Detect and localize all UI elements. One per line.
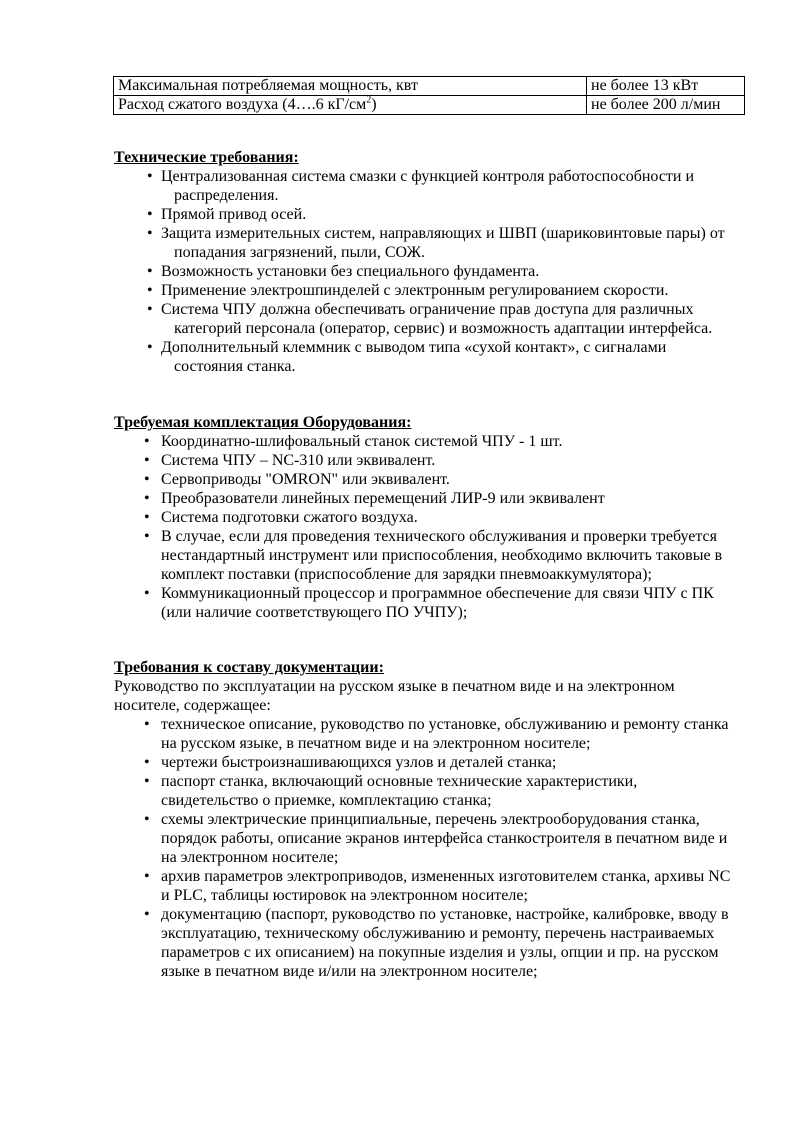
item-line: попадания загрязнений, пыли, СОЖ. (174, 244, 425, 261)
item-line: на электронном носителе; (161, 849, 339, 866)
technical-section (114, 148, 725, 376)
bullet-icon: • (147, 206, 153, 223)
item-line: схемы электрические принципиальные, перечень электрооборудования станка, (161, 811, 700, 828)
bullet-icon: • (144, 528, 150, 545)
list-item (114, 470, 722, 489)
param-cell (114, 96, 587, 115)
item-line: Система подготовки сжатого воздуха. (161, 509, 418, 526)
list-item (114, 753, 730, 772)
list-item (114, 584, 722, 622)
table-row (114, 77, 745, 96)
item-line: Координатно-шлифовальный станок системой ЧПУ - 1 шт. (161, 433, 563, 450)
list-item (114, 224, 725, 262)
item-line: Сервоприводы "OMRON" или эквивалент. (161, 471, 450, 488)
bullet-icon: • (147, 263, 153, 280)
item-line: Система ЧПУ – NC-310 или эквивалент. (161, 452, 436, 469)
list-item (114, 527, 722, 584)
item-line: состояния станка. (174, 358, 296, 375)
item-line: свидетельство о приемке, комплектацию станка; (161, 792, 492, 809)
item-line: архив параметров электроприводов, измененных изготовителем станка, архивы NC (161, 868, 731, 885)
param-end: ) (371, 96, 377, 113)
item-line: паспорт станка, включающий основные технические характеристики, (161, 773, 638, 790)
list-item (114, 810, 730, 867)
list-item (114, 489, 722, 508)
list-item (114, 715, 730, 753)
bullet-icon: • (144, 868, 150, 885)
bullet-icon: • (147, 339, 153, 356)
bullet-icon: • (144, 490, 150, 507)
list-item (114, 300, 725, 338)
list-item (114, 772, 730, 810)
value-cell: не более 13 кВт (587, 77, 745, 96)
item-line: Защита измерительных систем, направляющих и ШВП (шариковинтовые пары) от (161, 225, 725, 242)
list-item (114, 905, 730, 981)
technical-list (114, 167, 725, 376)
bullet-icon: • (144, 754, 150, 771)
item-line: Система ЧПУ должна обеспечивать ограничение прав доступа для различных (161, 301, 694, 318)
item-line: Централизованная система смазки с функцией контроля работоспособности и (161, 168, 695, 185)
intro-line: носителе, содержащее: (114, 697, 271, 714)
list-item (114, 508, 722, 527)
bullet-icon: • (144, 906, 150, 923)
item-line: В случае, если для проведения технического обслуживания и проверки требуется (161, 528, 718, 545)
item-line: техническое описание, руководство по установке, обслуживанию и ремонту станка (161, 716, 729, 733)
item-line: параметров с их описанием) на покупные изделия и узлы, опции и пр. на русском (161, 944, 719, 961)
bullet-icon: • (147, 168, 153, 185)
documentation-list (114, 715, 730, 981)
bullet-icon: • (144, 811, 150, 828)
list-item (114, 867, 730, 905)
param-text: Расход сжатого воздуха (4….6 кГ/см (118, 96, 367, 113)
table-row (114, 96, 745, 115)
list-item (114, 205, 725, 224)
intro-line: Руководство по эксплуатации на русском языке в печатном виде и на электронном (114, 678, 675, 695)
bullet-icon: • (147, 301, 153, 318)
list-item (114, 338, 725, 376)
bullet-icon: • (147, 225, 153, 242)
bullet-icon: • (147, 282, 153, 299)
bullet-icon: • (144, 716, 150, 733)
item-line: чертежи быстроизнашивающихся узлов и деталей станка; (161, 754, 557, 771)
item-line: комплект поставки (приспособление для зарядки пневмоаккумулятора); (161, 566, 652, 583)
bullet-icon: • (144, 433, 150, 450)
item-line: нестандартный инструмент или приспособления, необходимо включить таковые в (161, 547, 723, 564)
item-line: категорий персонала (оператор, сервис) и возможность адаптации интерфейса. (174, 320, 713, 337)
equipment-section (114, 413, 722, 622)
param-cell: Максимальная потребляемая мощность, квт (114, 77, 587, 96)
item-line: языке в печатном виде и/или на электронном носителе; (161, 963, 538, 980)
bullet-icon: • (144, 509, 150, 526)
specs-table (113, 76, 745, 115)
section-heading: Технические требования: (114, 149, 299, 166)
documentation-section (114, 658, 730, 981)
bullet-icon: • (144, 452, 150, 469)
item-line: Преобразователи линейных перемещений ЛИР-9 или эквивалент (161, 490, 605, 507)
item-line: Дополнительный клеммник с выводом типа «сухой контакт», с сигналами (161, 339, 667, 356)
list-item (114, 281, 725, 300)
item-line: на русском языке, в печатном виде и на электронном носителе; (161, 735, 591, 752)
item-line: Применение электрошпинделей с электронным регулированием скорости. (161, 282, 669, 299)
item-line: Коммуникационный процессор и программное обеспечение для связи ЧПУ с ПК (161, 585, 714, 602)
list-item (114, 262, 725, 281)
item-line: и PLC, таблицы юстировок на электронном носителе; (161, 887, 528, 904)
param-sup: 2 (366, 94, 372, 106)
list-item (114, 451, 722, 470)
bullet-icon: • (144, 585, 150, 602)
item-line: Прямой привод осей. (161, 206, 307, 223)
value-cell: не более 200 л/мин (587, 96, 745, 115)
bullet-icon: • (144, 773, 150, 790)
equipment-list (114, 432, 722, 622)
list-item (114, 432, 722, 451)
section-heading: Требуемая комплектация Оборудования: (114, 414, 412, 431)
item-line: (или наличие соответствующего ПО УЧПУ); (161, 604, 468, 621)
bullet-icon: • (144, 471, 150, 488)
item-line: Возможность установки без специального фундамента. (161, 263, 540, 280)
item-line: распределения. (174, 187, 279, 204)
item-line: эксплуатацию, техническому обслуживанию и ремонту, перечень настраиваемых (161, 925, 715, 942)
list-item (114, 167, 725, 205)
section-heading: Требования к составу документации: (114, 659, 384, 676)
intro-paragraph (114, 677, 730, 715)
item-line: документацию (паспорт, руководство по установке, настройке, калибровке, вводу в (161, 906, 729, 923)
item-line: порядок работы, описание экранов интерфейса станкостроителя в печатном виде и (161, 830, 728, 847)
